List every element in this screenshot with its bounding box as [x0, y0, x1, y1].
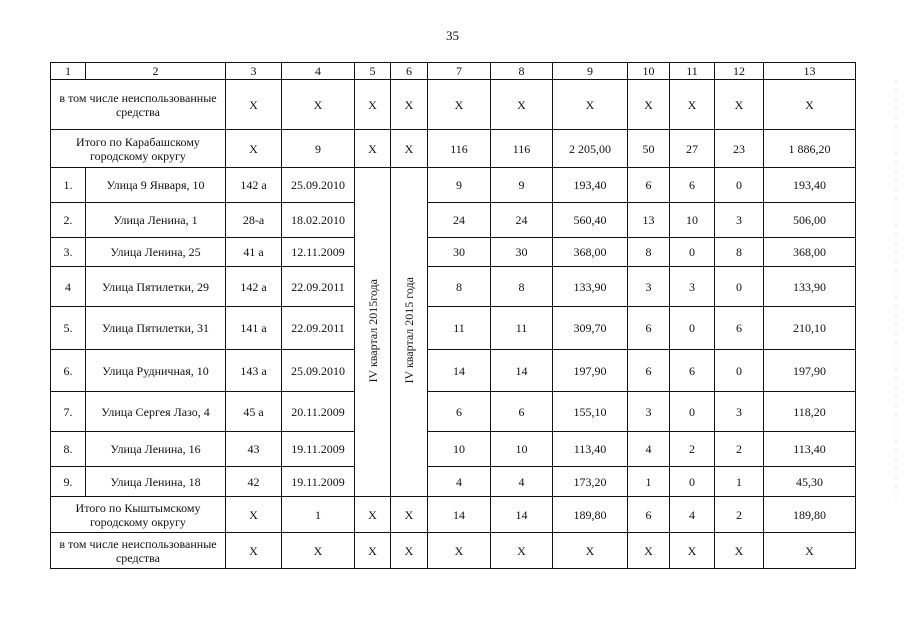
table-cell: 30 — [491, 238, 553, 267]
quarter-col5 — [355, 168, 391, 497]
street-cell: Улица Пятилетки, 29 — [86, 267, 226, 307]
date-cell: 12.11.2009 — [282, 238, 355, 267]
table-cell: 10 — [670, 203, 715, 238]
table-cell: 189,80 — [764, 497, 856, 533]
table-cell: Х — [764, 80, 856, 130]
table-cell: 24 — [491, 203, 553, 238]
row-label: Итого по Карабашскому городскому округу — [51, 130, 226, 168]
date-cell: 25.09.2010 — [282, 168, 355, 203]
table-cell: 2 — [715, 497, 764, 533]
table-cell: 1 — [628, 467, 670, 497]
row-number: 4 — [51, 267, 86, 307]
table-cell: 4 — [491, 467, 553, 497]
street-cell: Улица Ленина, 25 — [86, 238, 226, 267]
header-cell: 2 — [86, 63, 226, 80]
table-cell: 2 205,00 — [553, 130, 628, 168]
table-cell: Х — [226, 80, 282, 130]
table-cell: 142 а — [226, 168, 282, 203]
table-cell: 4 — [428, 467, 491, 497]
table-cell: 0 — [715, 168, 764, 203]
table-cell: 197,90 — [764, 350, 856, 392]
table-cell: 210,10 — [764, 307, 856, 350]
table-cell: Х — [628, 533, 670, 569]
date-cell: 19.11.2009 — [282, 432, 355, 467]
table-cell: 118,20 — [764, 392, 856, 432]
date-cell: 20.11.2009 — [282, 392, 355, 432]
table-cell: Х — [670, 80, 715, 130]
date-cell: 22.09.2011 — [282, 307, 355, 350]
header-cell: 5 — [355, 63, 391, 80]
table-cell: 3 — [628, 392, 670, 432]
scan-artifact — [895, 80, 897, 500]
row-label: Итого по Кыштымскому городскому округу — [51, 497, 226, 533]
header-cell: 6 — [391, 63, 428, 80]
date-cell: 19.11.2009 — [282, 467, 355, 497]
street-cell: Улица 9 Января, 10 — [86, 168, 226, 203]
table-cell: 14 — [491, 497, 553, 533]
table-cell: 14 — [428, 497, 491, 533]
table-cell: 30 — [428, 238, 491, 267]
table-cell: Х — [670, 533, 715, 569]
table-cell: 0 — [715, 267, 764, 307]
row-number: 8. — [51, 432, 86, 467]
street-cell: Улица Пятилетки, 31 — [86, 307, 226, 350]
table-row — [51, 168, 856, 203]
table-cell: 9 — [428, 168, 491, 203]
table-row — [51, 350, 856, 392]
table-row — [51, 203, 856, 238]
data-table — [50, 62, 856, 569]
table-cell: 133,90 — [764, 267, 856, 307]
table-cell: 6 — [428, 392, 491, 432]
table-cell: Х — [391, 533, 428, 569]
street-cell: Улица Ленина, 1 — [86, 203, 226, 238]
table-cell: 6 — [491, 392, 553, 432]
table-cell: 42 — [226, 467, 282, 497]
table-cell: Х — [226, 533, 282, 569]
quarter-col5-text: IV квартал 2015года — [365, 278, 380, 383]
table-row — [51, 238, 856, 267]
table-cell: 506,00 — [764, 203, 856, 238]
table-cell: 23 — [715, 130, 764, 168]
table-cell: 11 — [428, 307, 491, 350]
street-cell: Улица Сергея Лазо, 4 — [86, 392, 226, 432]
table-cell: 11 — [491, 307, 553, 350]
header-cell: 3 — [226, 63, 282, 80]
table-row — [51, 432, 856, 467]
table-cell: 309,70 — [553, 307, 628, 350]
table-cell: 2 — [670, 432, 715, 467]
table-cell: 14 — [491, 350, 553, 392]
table-cell: 116 — [491, 130, 553, 168]
table-cell: 9 — [491, 168, 553, 203]
table-cell: Х — [391, 80, 428, 130]
row-number: 5. — [51, 307, 86, 350]
table-cell: Х — [553, 80, 628, 130]
table-cell: Х — [355, 533, 391, 569]
page-number: 35 — [446, 28, 459, 43]
table-cell: 1 886,20 — [764, 130, 856, 168]
table-cell: 0 — [670, 392, 715, 432]
header-row — [51, 63, 856, 80]
table-cell: 6 — [715, 307, 764, 350]
table-cell: 193,40 — [764, 168, 856, 203]
table-cell: 28-а — [226, 203, 282, 238]
table-cell: Х — [226, 497, 282, 533]
row-number: 2. — [51, 203, 86, 238]
table-cell: 45 а — [226, 392, 282, 432]
header-cell: 1 — [51, 63, 86, 80]
table-cell: 3 — [670, 267, 715, 307]
table-cell: 10 — [428, 432, 491, 467]
table-cell: 0 — [715, 350, 764, 392]
header-cell: 12 — [715, 63, 764, 80]
table-cell: Х — [715, 533, 764, 569]
table-cell: 13 — [628, 203, 670, 238]
table-cell: 50 — [628, 130, 670, 168]
table-cell: 4 — [628, 432, 670, 467]
table-cell: 10 — [491, 432, 553, 467]
table-cell: 113,40 — [553, 432, 628, 467]
table-cell: Х — [491, 533, 553, 569]
table-cell: 6 — [628, 350, 670, 392]
table-cell: Х — [355, 497, 391, 533]
table-cell: 197,90 — [553, 350, 628, 392]
table-cell: 8 — [491, 267, 553, 307]
table-row — [51, 267, 856, 307]
row-number: 7. — [51, 392, 86, 432]
street-cell: Улица Ленина, 16 — [86, 432, 226, 467]
table-cell: Х — [428, 533, 491, 569]
unused-funds-row — [51, 533, 856, 569]
table-cell: Х — [715, 80, 764, 130]
table-cell: 8 — [428, 267, 491, 307]
table-cell: Х — [282, 80, 355, 130]
table-row — [51, 467, 856, 497]
header-cell: 8 — [491, 63, 553, 80]
unused-funds-row — [51, 80, 856, 130]
table-cell: Х — [355, 130, 391, 168]
row-number: 1. — [51, 168, 86, 203]
table-cell: 2 — [715, 432, 764, 467]
table-cell: 8 — [715, 238, 764, 267]
table-cell: 6 — [628, 497, 670, 533]
table-cell: 368,00 — [553, 238, 628, 267]
quarter-col6-text: IV квартал 2015 года — [402, 277, 416, 384]
karabash-total-row — [51, 130, 856, 168]
table-cell: 368,00 — [764, 238, 856, 267]
table-cell: 143 а — [226, 350, 282, 392]
header-cell: 4 — [282, 63, 355, 80]
table-cell: 3 — [715, 203, 764, 238]
date-cell: 25.09.2010 — [282, 350, 355, 392]
table-cell: 189,80 — [553, 497, 628, 533]
table-cell: Х — [226, 130, 282, 168]
table-cell: 27 — [670, 130, 715, 168]
row-label: в том числе неиспользованные средства — [51, 80, 226, 130]
row-label: в том числе неиспользованные средства — [51, 533, 226, 569]
table-cell: 1 — [282, 497, 355, 533]
table-cell: 8 — [628, 238, 670, 267]
date-cell: 22.09.2011 — [282, 267, 355, 307]
table-cell: 41 а — [226, 238, 282, 267]
table-row — [51, 307, 856, 350]
row-number: 3. — [51, 238, 86, 267]
table-cell: 3 — [715, 392, 764, 432]
table-cell: 4 — [670, 497, 715, 533]
table-cell: Х — [428, 80, 491, 130]
table-cell: 3 — [628, 267, 670, 307]
table-cell: 9 — [282, 130, 355, 168]
table-cell: 1 — [715, 467, 764, 497]
date-cell: 18.02.2010 — [282, 203, 355, 238]
table-cell: 142 а — [226, 267, 282, 307]
row-number: 6. — [51, 350, 86, 392]
table-cell: 560,40 — [553, 203, 628, 238]
table-cell: 0 — [670, 307, 715, 350]
table-cell: 113,40 — [764, 432, 856, 467]
header-cell: 7 — [428, 63, 491, 80]
street-cell: Улица Ленина, 18 — [86, 467, 226, 497]
table-cell: Х — [391, 130, 428, 168]
table-cell: Х — [764, 533, 856, 569]
header-cell: 13 — [764, 63, 856, 80]
table-row — [51, 392, 856, 432]
table-cell: 116 — [428, 130, 491, 168]
table-cell: 45,30 — [764, 467, 856, 497]
table-cell: 6 — [628, 307, 670, 350]
table-cell: 43 — [226, 432, 282, 467]
table-cell: 155,10 — [553, 392, 628, 432]
table-cell: Х — [282, 533, 355, 569]
header-cell: 9 — [553, 63, 628, 80]
table-cell: Х — [628, 80, 670, 130]
table-cell: 6 — [670, 350, 715, 392]
table-cell: Х — [491, 80, 553, 130]
table-cell: 133,90 — [553, 267, 628, 307]
table-cell: Х — [355, 80, 391, 130]
street-cell: Улица Рудничная, 10 — [86, 350, 226, 392]
quarter-col6 — [391, 168, 428, 497]
table-cell: 173,20 — [553, 467, 628, 497]
header-cell: 11 — [670, 63, 715, 80]
kyshtym-total-row — [51, 497, 856, 533]
row-number: 9. — [51, 467, 86, 497]
table-cell: Х — [553, 533, 628, 569]
table-cell: 6 — [628, 168, 670, 203]
table-cell: 0 — [670, 467, 715, 497]
table-cell: Х — [391, 497, 428, 533]
table-cell: 141 а — [226, 307, 282, 350]
table-cell: 0 — [670, 238, 715, 267]
table-cell: 6 — [670, 168, 715, 203]
table-cell: 24 — [428, 203, 491, 238]
table-cell: 14 — [428, 350, 491, 392]
table-cell: 193,40 — [553, 168, 628, 203]
header-cell: 10 — [628, 63, 670, 80]
